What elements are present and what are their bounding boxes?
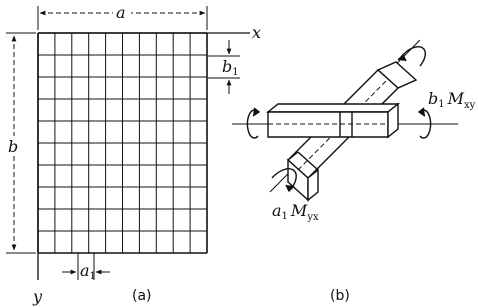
width-dimension: [38, 3, 207, 30]
height-label: b: [8, 137, 19, 156]
width-label: a: [116, 3, 126, 22]
moment-xy-label: b1 $M_{xy}$: [428, 89, 476, 111]
row-spacing-dimension: [208, 40, 240, 94]
panel-a-caption: (a): [132, 288, 152, 304]
plate-grid: [38, 33, 207, 253]
horizontal-beam: [268, 104, 398, 137]
panel-b: [232, 40, 476, 304]
height-dimension: [6, 33, 36, 253]
moment-yx-label: a1 $M_{yx}$: [272, 201, 319, 223]
y-axis-label: y: [33, 287, 43, 306]
column-spacing-label: a1: [80, 261, 96, 282]
panel-b-caption: (b): [330, 288, 350, 304]
x-axis-label: x: [252, 23, 262, 42]
row-spacing-label: b1: [222, 57, 239, 78]
panel-a: [6, 3, 261, 306]
column-spacing-dimension: [62, 253, 110, 282]
